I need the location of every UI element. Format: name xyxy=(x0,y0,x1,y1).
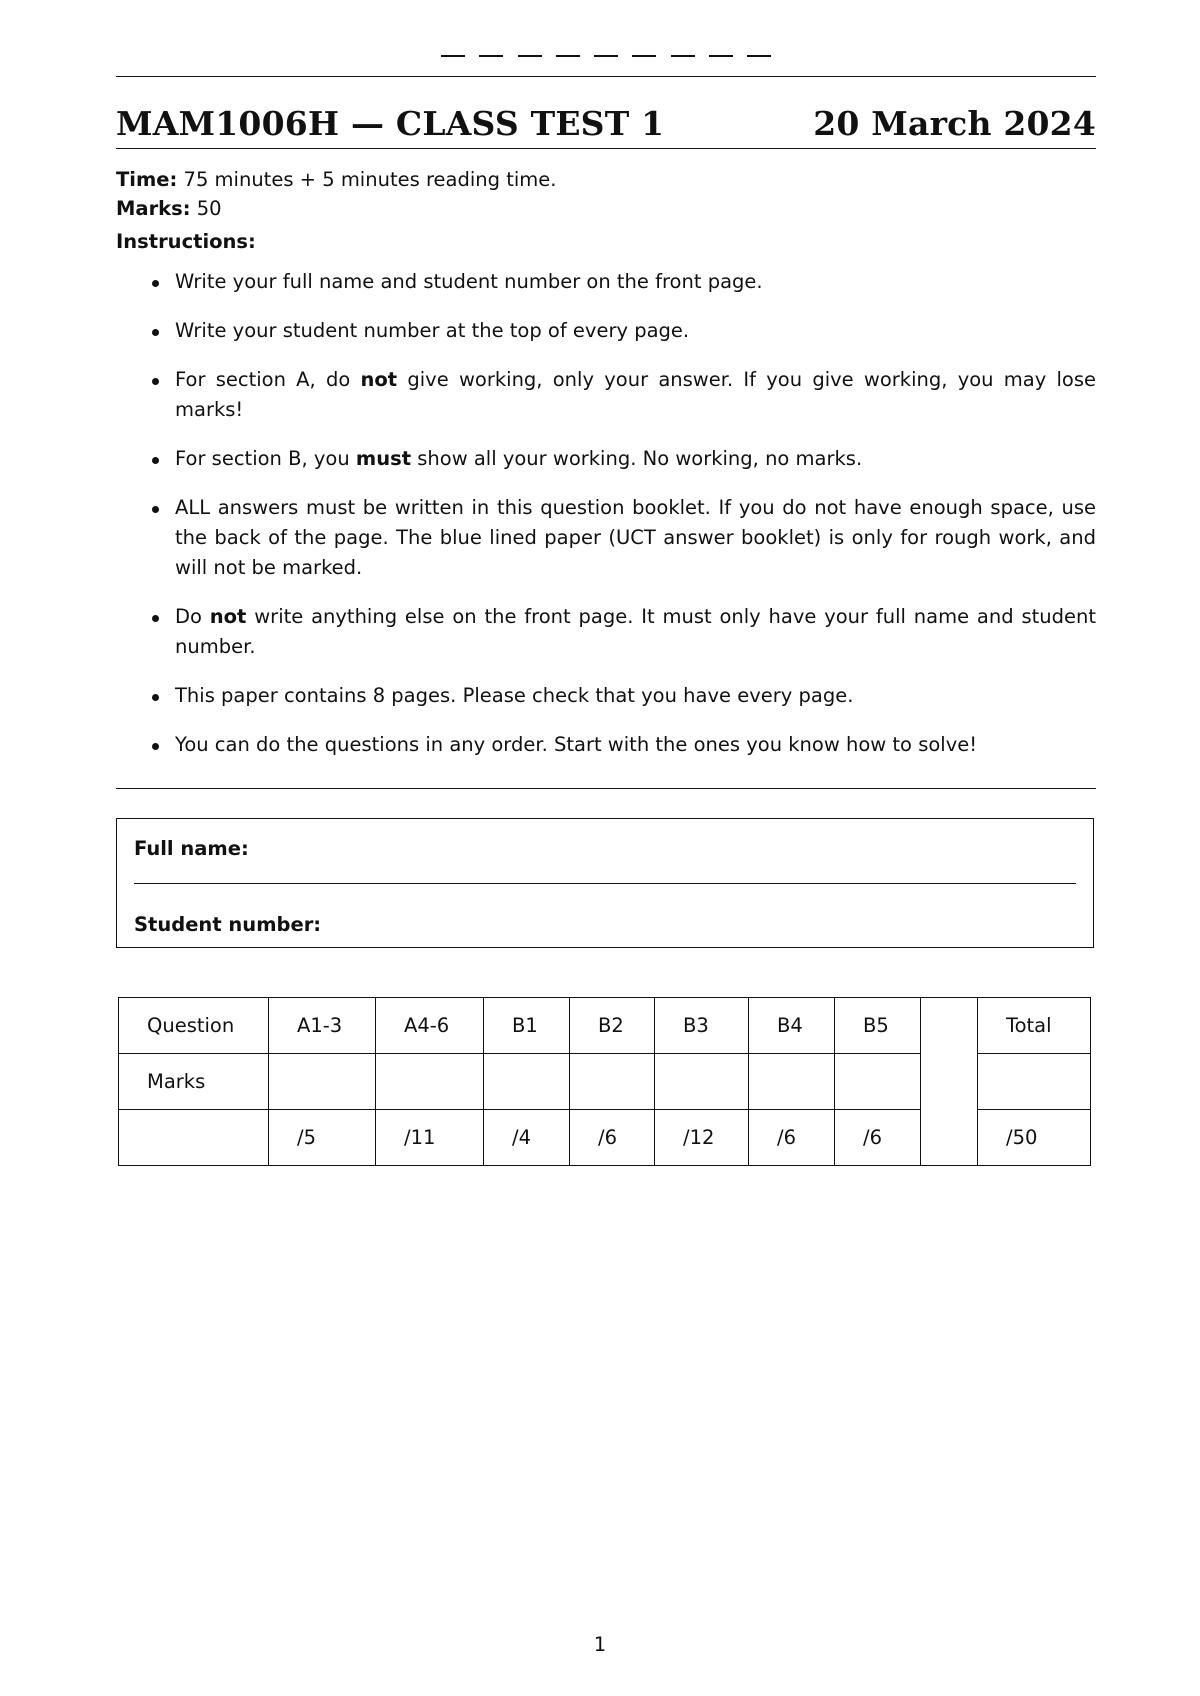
time-value: 75 minutes + 5 minutes reading time. xyxy=(183,168,557,191)
student-id-box xyxy=(116,818,1094,948)
list-item xyxy=(150,316,1096,346)
marks-label: Marks: xyxy=(116,197,191,220)
table-row xyxy=(119,998,1091,1054)
marks-table xyxy=(118,997,1091,1166)
empty-cell xyxy=(119,1110,269,1166)
max-marks-cell: /6 xyxy=(749,1110,835,1166)
bullet-icon xyxy=(152,457,159,464)
full-name-field[interactable] xyxy=(134,883,1076,884)
max-marks-cell: /5 xyxy=(269,1110,376,1166)
instruction-text-post: show all your working. No working, no marks. xyxy=(411,447,863,470)
instruction-text: Write your full name and student number on the front page. xyxy=(175,270,763,293)
marks-entry-cell xyxy=(749,1054,835,1110)
marks-entry-cell xyxy=(570,1054,655,1110)
bullet-icon xyxy=(152,329,159,336)
instruction-text-post: give working, only your answer. If you give working, you may lose marks! xyxy=(175,368,1097,421)
dash xyxy=(441,55,465,57)
max-marks-cell: /12 xyxy=(655,1110,749,1166)
marks-entry-cell xyxy=(484,1054,570,1110)
question-cell: A4-6 xyxy=(376,998,484,1054)
page-number: 1 xyxy=(593,1633,607,1656)
instruction-text: ALL answers must be written in this question booklet. If you do not have enough space, use the back of the page. The blue lined paper (UCT answer booklet) is only for rough work, and will not be marked. xyxy=(175,496,1096,579)
dash xyxy=(747,55,771,57)
marks-header: Marks xyxy=(119,1054,269,1110)
list-item xyxy=(150,730,1096,760)
instructions-list xyxy=(150,267,1096,779)
marks-entry-cell xyxy=(655,1054,749,1110)
instruction-emphasis: not xyxy=(360,368,398,391)
dash xyxy=(518,55,542,57)
marks-line xyxy=(116,194,556,223)
instructions-heading: Instructions: xyxy=(116,230,256,253)
bullet-icon xyxy=(152,615,159,622)
student-number-dashes xyxy=(441,37,771,57)
dash xyxy=(632,55,656,57)
marks-value: 50 xyxy=(196,197,222,220)
list-item xyxy=(150,267,1096,297)
dash xyxy=(556,55,580,57)
marks-entry-cell xyxy=(269,1054,376,1110)
instruction-emphasis: must xyxy=(355,447,412,470)
max-marks-cell: /6 xyxy=(835,1110,921,1166)
test-date: 20 March 2024 xyxy=(813,104,1096,143)
page-title: MAM1006H — CLASS TEST 1 xyxy=(116,104,665,143)
list-item xyxy=(150,365,1096,425)
question-cell: B1 xyxy=(484,998,570,1054)
dash xyxy=(709,55,733,57)
list-item xyxy=(150,493,1096,583)
bullet-icon xyxy=(152,378,159,385)
time-label: Time: xyxy=(116,168,178,191)
list-item xyxy=(150,602,1096,662)
max-marks-cell: /4 xyxy=(484,1110,570,1166)
title-row xyxy=(116,104,1096,143)
dash xyxy=(671,55,695,57)
question-cell: B2 xyxy=(570,998,655,1054)
instruction-text: You can do the questions in any order. Start with the ones you know how to solve! xyxy=(175,733,978,756)
marks-entry-cell xyxy=(376,1054,484,1110)
bullet-icon xyxy=(152,694,159,701)
full-name-label: Full name: xyxy=(134,837,249,860)
instruction-emphasis: not xyxy=(209,605,247,628)
top-rule xyxy=(116,76,1096,77)
instructions-rule xyxy=(116,788,1096,789)
dash xyxy=(594,55,618,57)
dash xyxy=(479,55,503,57)
instruction-text-pre: Do xyxy=(175,605,210,628)
student-number-label: Student number: xyxy=(134,913,322,936)
question-cell: A1-3 xyxy=(269,998,376,1054)
question-cell: B4 xyxy=(749,998,835,1054)
total-entry-cell xyxy=(978,1054,1091,1110)
test-info xyxy=(116,165,556,223)
instruction-text-pre: For section A, do xyxy=(175,368,361,391)
max-marks-cell: /6 xyxy=(570,1110,655,1166)
total-header: Total xyxy=(978,998,1091,1054)
bullet-icon xyxy=(152,743,159,750)
title-rule xyxy=(116,148,1096,149)
list-item xyxy=(150,681,1096,711)
list-item xyxy=(150,444,1096,474)
marks-entry-cell xyxy=(835,1054,921,1110)
question-cell: B5 xyxy=(835,998,921,1054)
bullet-icon xyxy=(152,280,159,287)
instruction-text: This paper contains 8 pages. Please check that you have every page. xyxy=(175,684,854,707)
max-marks-cell: /11 xyxy=(376,1110,484,1166)
instruction-text: Write your student number at the top of every page. xyxy=(175,319,690,342)
time-line xyxy=(116,165,556,194)
question-header: Question xyxy=(119,998,269,1054)
total-max-cell: /50 xyxy=(978,1110,1091,1166)
spacer-cell xyxy=(921,998,978,1166)
question-cell: B3 xyxy=(655,998,749,1054)
bullet-icon xyxy=(152,506,159,513)
instruction-text-post: write anything else on the front page. It must only have your full name and student number. xyxy=(175,605,1096,658)
instruction-text-pre: For section B, you xyxy=(175,447,356,470)
